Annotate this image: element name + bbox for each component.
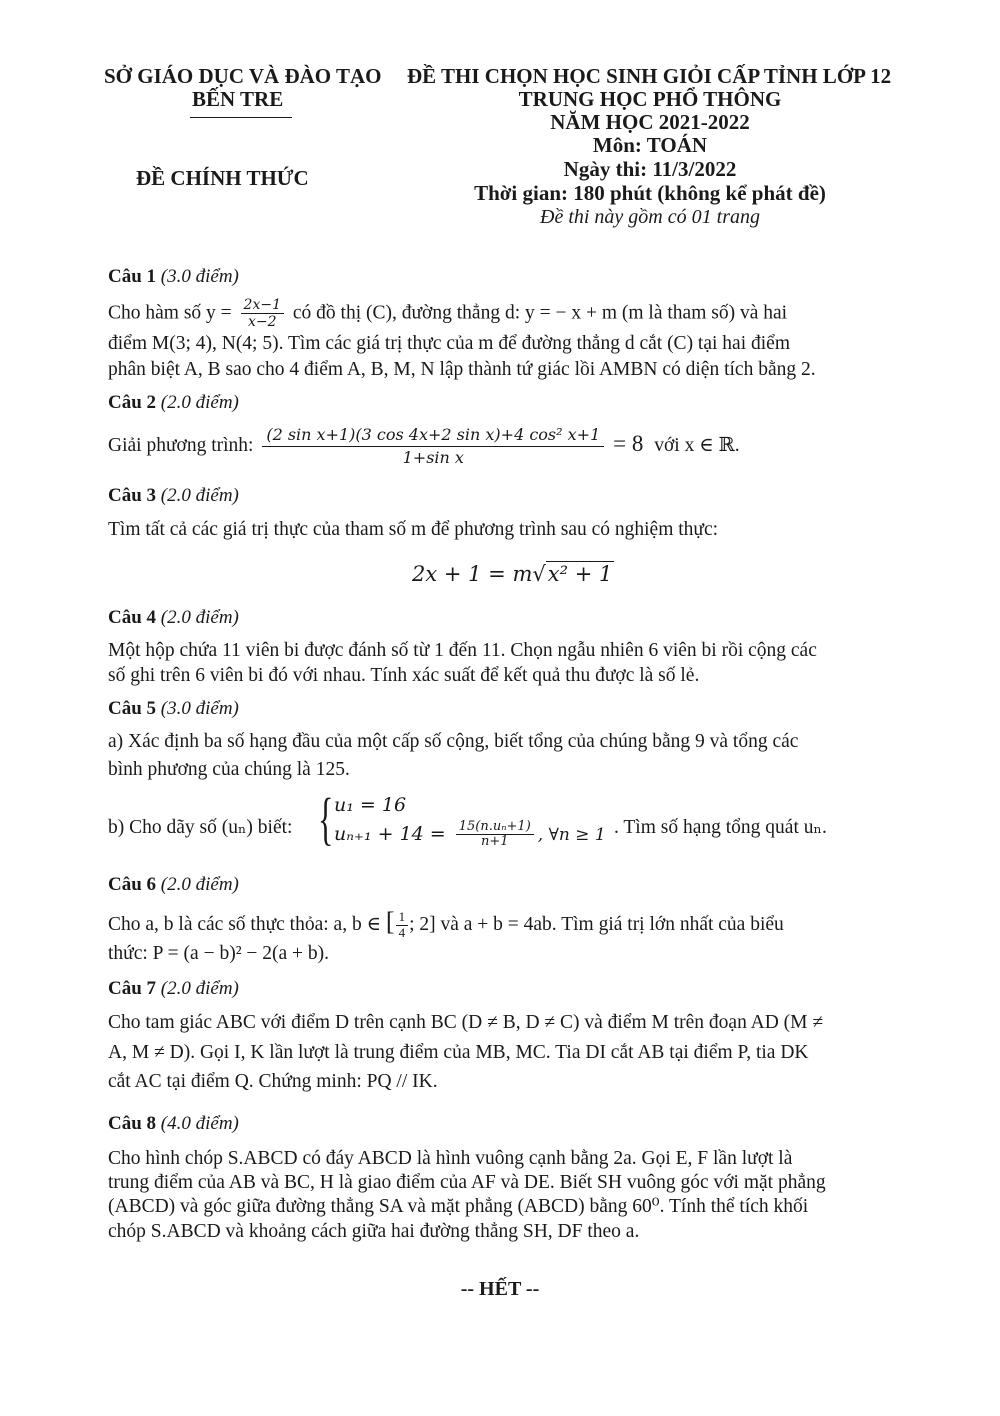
- question-8-line-2: trung điểm của AB và BC, H là giao điểm của AF và DE. Biết SH vuông góc với mặt phẳng: [108, 1172, 826, 1193]
- department-name: SỞ GIÁO DỤC VÀ ĐÀO TẠO: [104, 64, 382, 88]
- school-year: NĂM HỌC 2021-2022: [550, 110, 750, 134]
- equation-fraction: $\frac{\text{(2 sin x+1)(3 cos 4x+2 sin x)+4 cos² x+1}}{\text{1+sin x}}$: [262, 426, 604, 467]
- question-4-heading: Câu 4 (2.0 điểm): [108, 607, 239, 628]
- sequence-initial: u₁ = 16: [334, 794, 407, 816]
- question-7-line-2: A, M ≠ D). Gọi I, K lần lượt là trung điểm của MB, MC. Tia DI cắt AB tại điểm P, tia DK: [108, 1042, 809, 1063]
- exam-title: ĐỀ THI CHỌN HỌC SINH GIỎI CẤP TỈNH LỚP 12: [407, 64, 892, 88]
- question-3-heading: Câu 3 (2.0 điểm): [108, 485, 239, 506]
- question-6-heading: Câu 6 (2.0 điểm): [108, 874, 239, 895]
- question-6-line-1: Cho a, b là các số thực thỏa: a, b ∈ [ $\frac{1}{4}$ ; 2] và a + b = 4ab. Tìm giá trị lớn nhất của biểu: [108, 907, 784, 940]
- province-name: BẾN TRE: [192, 87, 284, 111]
- question-1-line-2: điểm M(3; 4), N(4; 5). Tìm các giá trị thực của m để đường thẳng d cắt (C) tại hai điểm: [108, 333, 790, 354]
- question-8-heading: Câu 8 (4.0 điểm): [108, 1113, 239, 1134]
- question-2-equation: Giải phương trình: $\frac{\text{(2 sin x+1)(3 cos 4x+2 sin x)+4 cos² x+1}}{\text{1+sin x}}$ = 8 với x ∈ ℝ.: [108, 425, 740, 467]
- end-marker: -- HẾT --: [460, 1278, 540, 1300]
- question-5-heading: Câu 5 (3.0 điểm): [108, 698, 239, 719]
- question-7-line-1: Cho tam giác ABC với điểm D trên cạnh BC (D ≠ B, D ≠ C) và điểm M trên đoạn AD (M ≠: [108, 1012, 824, 1033]
- question-8-line-1: Cho hình chóp S.ABCD có đáy ABCD là hình vuông cạnh bằng 2a. Gọi E, F lần lượt là: [108, 1148, 793, 1169]
- system-brace: {: [318, 786, 334, 851]
- question-3-formula: 2x + 1 = m√x² + 1: [412, 562, 613, 586]
- exam-level: TRUNG HỌC PHỔ THÔNG: [518, 87, 782, 111]
- question-8-line-3: (ABCD) và góc giữa đường thẳng SA và mặt phẳng (ABCD) bằng 60⁰. Tính thể tích khối: [108, 1196, 809, 1217]
- question-1-heading: Câu 1 (3.0 điểm): [108, 266, 239, 287]
- question-5a-line-2: bình phương của chúng là 125.: [108, 759, 350, 780]
- question-1-line-3: phân biệt A, B sao cho 4 điểm A, B, M, N lập thành tứ giác lồi AMBN có diện tích bằng 2.: [108, 359, 816, 380]
- header-divider: [190, 117, 292, 118]
- question-6-line-2: thức: P = (a − b)² − 2(a + b).: [108, 943, 330, 964]
- question-3-line: Tìm tất cả các giá trị thực của tham số m để phương trình sau có nghiệm thực:: [108, 519, 719, 540]
- question-7-line-3: cắt AC tại điểm Q. Chứng minh: PQ // IK.: [108, 1071, 438, 1092]
- question-2-heading: Câu 2 (2.0 điểm): [108, 392, 239, 413]
- question-7-heading: Câu 7 (2.0 điểm): [108, 978, 239, 999]
- exam-date: Ngày thi: 11/3/2022: [563, 157, 737, 181]
- page-count-note: Đề thi này gồm có 01 trang: [540, 206, 760, 228]
- official-stamp-text: ĐỀ CHÍNH THỨC: [136, 166, 309, 190]
- question-4-line-1: Một hộp chứa 11 viên bi được đánh số từ 1 đến 11. Chọn ngẫu nhiên 6 viên bi rồi cộng các: [108, 640, 817, 661]
- subject: Môn: TOÁN: [592, 133, 708, 157]
- question-5b-tail: . Tìm số hạng tổng quát uₙ.: [614, 817, 827, 838]
- exam-duration: Thời gian: 180 phút (không kể phát đề): [474, 181, 826, 205]
- question-1-line-1: Cho hàm số y = $\frac{2x-1}{x-2}$ có đồ thị (C), đường thẳng d: y = − x + m (m là tham số) và hai: [108, 297, 788, 331]
- sequence-recurrence: uₙ₊₁ + 14 = $\frac{\text{15(n.uₙ+1)}}{n+1}$ , ∀n ≥ 1: [334, 819, 606, 850]
- function-fraction: $\frac{2x-1}{x-2}$: [241, 298, 284, 330]
- question-5b-lead: b) Cho dãy số (uₙ) biết:: [108, 817, 293, 838]
- question-4-line-2: số ghi trên 6 viên bi đó với nhau. Tính xác suất để kết quả thu được là số lẻ.: [108, 665, 700, 686]
- question-8-line-4: chóp S.ABCD và khoảng cách giữa hai đường thẳng SH, DF theo a.: [108, 1221, 640, 1242]
- question-5a-line-1: a) Xác định ba số hạng đầu của một cấp số cộng, biết tổng của chúng bằng 9 và tổng các: [108, 731, 799, 752]
